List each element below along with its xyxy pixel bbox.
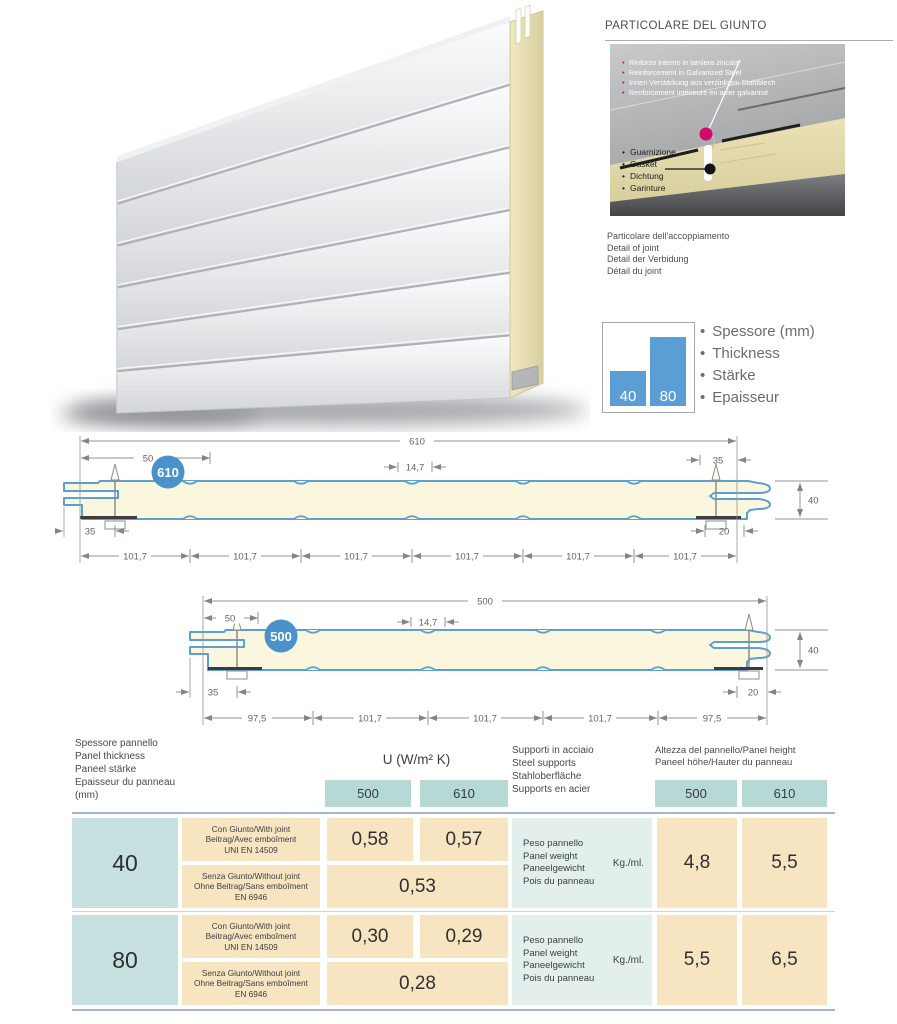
legend-item — [700, 343, 890, 365]
legend-item — [700, 321, 890, 343]
bullet-icon: • — [622, 183, 625, 193]
legend-label: Stärke — [712, 367, 756, 384]
header-line: Altezza del pannello/Panel height — [655, 745, 796, 756]
dim-bottom-right: 20 — [718, 526, 730, 538]
label-line: Peso pannello — [523, 838, 584, 849]
weight-label-lines — [523, 935, 613, 985]
label-line: Con Giunto/With joint — [211, 920, 291, 931]
weight-value: 5,5 — [771, 852, 798, 873]
dim-segment: 101,7 — [455, 551, 479, 563]
thickness-bar-40-value: 40 — [619, 388, 637, 405]
dim-top-right: 35 — [712, 455, 724, 467]
dim-mid: 14,7 — [418, 617, 438, 629]
dim-segment: 101,7 — [358, 713, 382, 725]
legend-item — [700, 365, 890, 387]
supports-header — [512, 744, 657, 796]
svg-text:Renforcement intérieure en aci: Renforcement intérieure en acier galvanisé — [629, 88, 769, 97]
label-line: Peso pannello — [523, 935, 584, 946]
dim-bottom-right: 20 — [747, 687, 759, 699]
dim-segment: 101,7 — [123, 551, 147, 563]
svg-text:Rinforzo interno in lamiera zi: Rinforzo interno in lamiera zincata — [629, 58, 740, 67]
weight-value-cell — [657, 915, 737, 1005]
header-line: (mm) — [75, 790, 99, 801]
legend-label: Thickness — [712, 345, 780, 362]
caption-line: Détail du joint — [607, 265, 662, 276]
weight-value-cell — [657, 818, 737, 908]
header-line: Supports en acier — [512, 784, 591, 795]
label-line: Senza Giunto/Without joint — [201, 870, 301, 881]
legend-label: Spessore (mm) — [712, 323, 815, 340]
panel-thickness-header — [75, 737, 325, 802]
dim-overall: 500 — [477, 596, 493, 608]
height-col-500: 500 — [655, 780, 737, 807]
dim-segment: 101,7 — [588, 713, 612, 725]
bullet-icon: • — [622, 68, 625, 77]
u-value: 0,29 — [445, 925, 483, 947]
bullet-icon: • — [622, 78, 625, 87]
svg-text:Dichtung: Dichtung — [630, 171, 664, 181]
thickness-legend-list — [700, 321, 890, 409]
u-value-cell — [327, 915, 413, 958]
joint-detail-underline — [605, 40, 893, 41]
legend-label: Epaisseur — [712, 389, 779, 406]
u-value-cell — [420, 915, 508, 958]
dim-segment: 97,5 — [247, 713, 267, 725]
table-rule-light — [72, 911, 835, 912]
bullet-icon: • — [700, 323, 706, 340]
label-line: Con Giunto/With joint — [211, 823, 291, 834]
label-line: Senza Giunto/Without joint — [201, 967, 301, 978]
header-line: Epaisseur du panneau — [75, 777, 176, 788]
bullet-icon: • — [622, 147, 625, 157]
label-line: EN 6946 — [234, 891, 268, 902]
joint-detail-image — [610, 44, 845, 216]
panel-tongue-notch — [525, 5, 530, 38]
label-line: Pois du panneau — [523, 972, 595, 984]
u-col-610: 610 — [420, 780, 508, 807]
header-line: Stahloberfläche — [512, 771, 582, 782]
weight-unit: Kg./ml. — [612, 954, 644, 966]
table-rule — [72, 1009, 835, 1011]
u-col-500: 500 — [325, 780, 411, 807]
dim-segment: 101,7 — [566, 551, 590, 563]
u-value-cell — [420, 818, 508, 861]
weight-value: 4,8 — [683, 852, 711, 873]
u-value-cell-merged — [327, 962, 508, 1005]
with-joint-label-cell — [182, 818, 320, 861]
label-line: Panel weight — [523, 947, 578, 959]
bullet-icon: • — [700, 345, 706, 362]
weight-value-cell — [742, 818, 827, 908]
panel-height-header — [655, 745, 845, 769]
joint-detail-title: PARTICOLARE DEL GIUNTO — [605, 20, 767, 32]
header-line: Supporti in acciaio — [512, 745, 594, 756]
without-joint-label-cell — [182, 962, 320, 1005]
table-row-thickness-cell — [72, 818, 178, 908]
panel-3d-image — [50, 0, 590, 432]
label-line: UNI EN 14509 — [224, 844, 278, 855]
dim-height: 40 — [808, 645, 819, 657]
label-line: Beitrag/Avec emboîment — [205, 931, 297, 942]
dim-bottom-left: 35 — [84, 526, 96, 538]
u-value-cell — [327, 818, 413, 861]
reinforcement-dot — [700, 128, 713, 141]
caption-line: Detail der Verbidung — [607, 254, 689, 264]
label-line: Panel weight — [523, 850, 578, 862]
cross-section-610 — [55, 425, 897, 575]
panel-tongue-notch — [516, 8, 521, 44]
thickness-value: 80 — [112, 946, 138, 973]
bullet-icon: • — [622, 171, 625, 181]
dim-segment: 101,7 — [673, 551, 697, 563]
dim-top-left: 50 — [224, 613, 236, 625]
with-joint-label-cell — [182, 915, 320, 958]
svg-text:Innen Verstärkung aus verzinkt: Innen Verstärkung aus verzinktem Stahlblech — [629, 78, 776, 87]
badge-610-label: 610 — [157, 465, 179, 480]
thickness-value: 40 — [112, 849, 138, 876]
label-line: Paneelgewicht — [523, 863, 585, 874]
u-value: 0,57 — [445, 828, 483, 850]
dim-segment: 97,5 — [702, 713, 722, 725]
label-line: Ohne Beitrag/Sans emboîment — [194, 978, 308, 989]
dim-segment: 101,7 — [233, 551, 257, 563]
dim-mid: 14,7 — [405, 462, 425, 474]
caption-line: Particolare dell'accoppiamento — [607, 231, 730, 241]
svg-text:Gasket: Gasket — [630, 159, 657, 169]
weight-label-lines — [523, 838, 613, 888]
weight-value-cell — [742, 915, 827, 1005]
svg-text:Reinforcement in Galvanized St: Reinforcement in Galvanized Steel — [629, 68, 742, 77]
table-row-thickness-cell — [72, 915, 178, 1005]
panel-front-face — [117, 16, 510, 413]
badge-500-label: 500 — [270, 629, 292, 644]
label-line: Paneelgewicht — [523, 960, 585, 971]
header-line: Steel supports — [512, 758, 576, 769]
header-line: Spessore pannello — [75, 738, 158, 749]
u-value-header: U (W/m² K) — [382, 752, 451, 767]
cross-section-500 — [55, 580, 897, 730]
u-value: 0,30 — [351, 925, 389, 947]
u-value: 0,58 — [351, 828, 389, 850]
bullet-icon: • — [700, 367, 706, 384]
label-line: UNI EN 14509 — [224, 941, 278, 952]
label-line: Ohne Beitrag/Sans emboîment — [194, 881, 308, 892]
bullet-icon: • — [622, 58, 625, 67]
without-joint-label-cell — [182, 865, 320, 908]
svg-text:Garinture: Garinture — [630, 183, 666, 193]
u-value: 0,53 — [399, 875, 436, 897]
label-line: EN 6946 — [234, 988, 268, 999]
gasket-dot — [705, 164, 716, 175]
weight-value: 5,5 — [683, 949, 711, 970]
height-col-610: 610 — [742, 780, 827, 807]
gasket-strip — [704, 145, 712, 181]
weight-unit: Kg./ml. — [612, 857, 644, 869]
label-line: Beitrag/Avec emboîment — [205, 834, 297, 845]
header-line: Paneel höhe/Hauter du panneau — [655, 757, 793, 768]
u-value-cell-merged — [327, 865, 508, 908]
joint-detail-caption — [607, 231, 887, 277]
label-line: Pois du panneau — [523, 875, 595, 887]
caption-line: Detail of joint — [607, 242, 660, 253]
bullet-icon: • — [622, 159, 625, 169]
dim-top-left: 50 — [142, 453, 154, 465]
panel-core-edge — [510, 5, 543, 398]
bullet-icon: • — [622, 88, 625, 97]
table-rule — [72, 812, 835, 814]
svg-text:Guarnizione: Guarnizione — [630, 147, 676, 157]
legend-item — [700, 387, 890, 409]
weight-label-cell — [512, 915, 652, 1005]
bullet-icon: • — [700, 389, 706, 406]
weight-value: 6,5 — [771, 949, 798, 970]
dim-segment: 101,7 — [344, 551, 368, 563]
u-value: 0,28 — [399, 972, 436, 994]
weight-label-cell — [512, 818, 652, 908]
dim-segment: 101,7 — [473, 713, 497, 725]
thickness-bar-80-value: 80 — [659, 388, 677, 405]
dim-height: 40 — [808, 495, 819, 507]
dim-overall: 610 — [409, 436, 425, 448]
dim-bottom-left: 35 — [207, 687, 219, 699]
header-line: Panel thickness — [75, 751, 146, 762]
header-line: Paneel stärke — [75, 764, 137, 775]
